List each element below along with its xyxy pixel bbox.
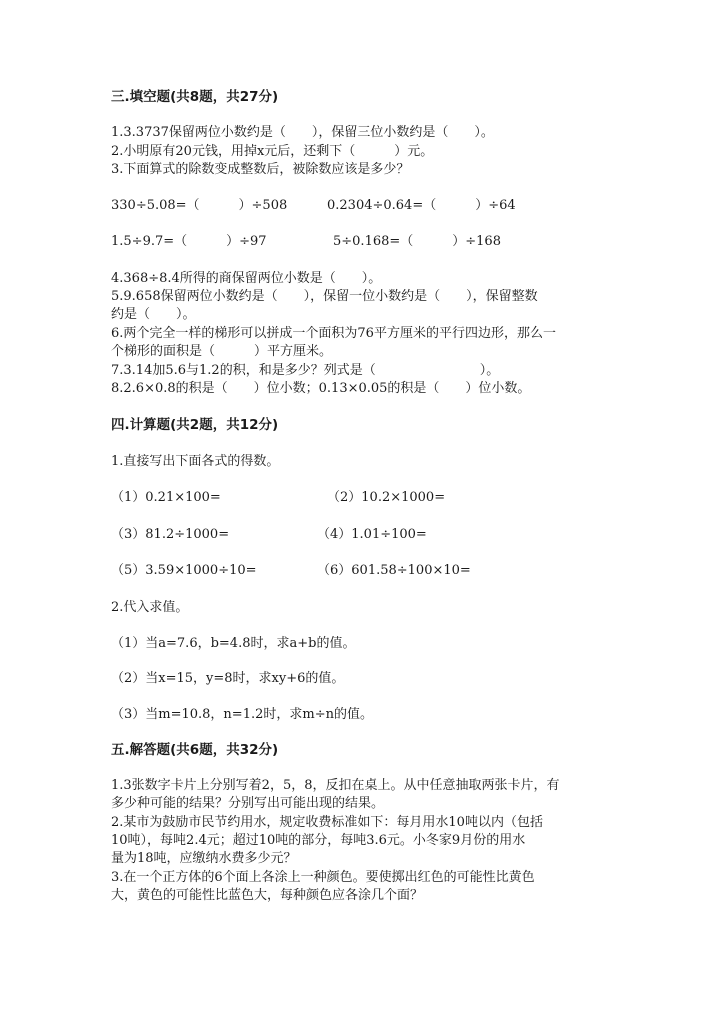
calc-item-1: （1）0.21×100= (111, 490, 221, 505)
question-3-8: 8.2.6×0.8的积是（ ）位小数；0.13×0.05的积是（ ）位小数。 (111, 381, 531, 396)
question-3-7: 7.3.14加5.6与1.2的积，和是多少？列式是（ ）。 (111, 363, 500, 378)
question-3-6: 6.两个完全一样的梯形可以拼成一个面积为76平方厘米的平行四边形，那么一 (111, 326, 556, 341)
question-5-1: 1.3张数字卡片上分别写着2，5，8，反扣在桌上。从中任意抽取两张卡片，有 (111, 778, 560, 793)
calc-item-5: （5）3.59×1000÷10= (111, 563, 257, 578)
calc-item-2: （2）10.2×1000= (327, 490, 446, 505)
question-3-6-cont: 个梯形的面积是（ ）平方厘米。 (111, 344, 333, 359)
equation-4: 5÷0.168=（ ）÷168 (333, 234, 501, 249)
equation-2: 0.2304÷0.64=（ ）÷64 (327, 198, 516, 213)
section-5-heading: 五.解答题(共6题，共32分) (111, 742, 279, 758)
question-3-4: 4.368÷8.4所得的商保留两位小数是（ ）。 (111, 271, 382, 286)
substitution-2: （2）当x=15，y=8时，求xy+6的值。 (111, 671, 345, 686)
question-4-2: 2.代入求值。 (111, 600, 189, 615)
question-5-2-cont2: 量为18吨，应缴纳水费多少元？ (111, 851, 297, 866)
calc-item-3: （3）81.2÷1000= (111, 527, 230, 542)
substitution-1: （1）当a=7.6，b=4.8时，求a+b的值。 (111, 636, 356, 651)
substitution-3: （3）当m=10.8，n=1.2时，求m÷n的值。 (111, 707, 373, 722)
equation-3: 1.5÷9.7=（ ）÷97 (111, 234, 267, 249)
section-4-heading: 四.计算题(共2题，共12分) (111, 417, 279, 433)
section-3-heading: 三.填空题(共8题，共27分) (111, 89, 279, 105)
question-5-3-cont: 大，黄色的可能性比蓝色大，每种颜色应各涂几个面？ (111, 888, 424, 903)
question-3-1: 1.3.3737保留两位小数约是（ ），保留三位小数约是（ ）。 (111, 125, 494, 140)
question-5-1-cont: 多少种可能的结果？分别写出可能出现的结果。 (111, 796, 385, 811)
question-3-5-cont: 约是（ ）。 (111, 307, 196, 322)
question-5-2-cont: 10吨），每吨2.4元；超过10吨的部分，每吨3.6元。小冬家9月份的用水 (111, 833, 526, 848)
question-5-2: 2.某市为鼓励市民节约用水，规定收费标准如下：每月用水10吨以内（包括 (111, 815, 543, 830)
question-3-2: 2.小明原有20元钱，用掉x元后，还剩下（ ）元。 (111, 144, 434, 159)
question-5-3: 3.在一个正方体的6个面上各涂上一种颜色。要使掷出红色的可能性比黄色 (111, 870, 535, 885)
question-3-5: 5.9.658保留两位小数约是（ ），保留一位小数约是（ ），保留整数 (111, 289, 538, 304)
calc-item-4: （4）1.01÷100= (317, 527, 427, 542)
calc-item-6: （6）601.58÷100×10= (317, 563, 471, 578)
equation-1: 330÷5.08=（ ）÷508 (111, 198, 288, 213)
question-3-3: 3.下面算式的除数变成整数后，被除数应该是多少？ (111, 162, 410, 177)
question-4-1: 1.直接写出下面各式的得数。 (111, 454, 280, 469)
